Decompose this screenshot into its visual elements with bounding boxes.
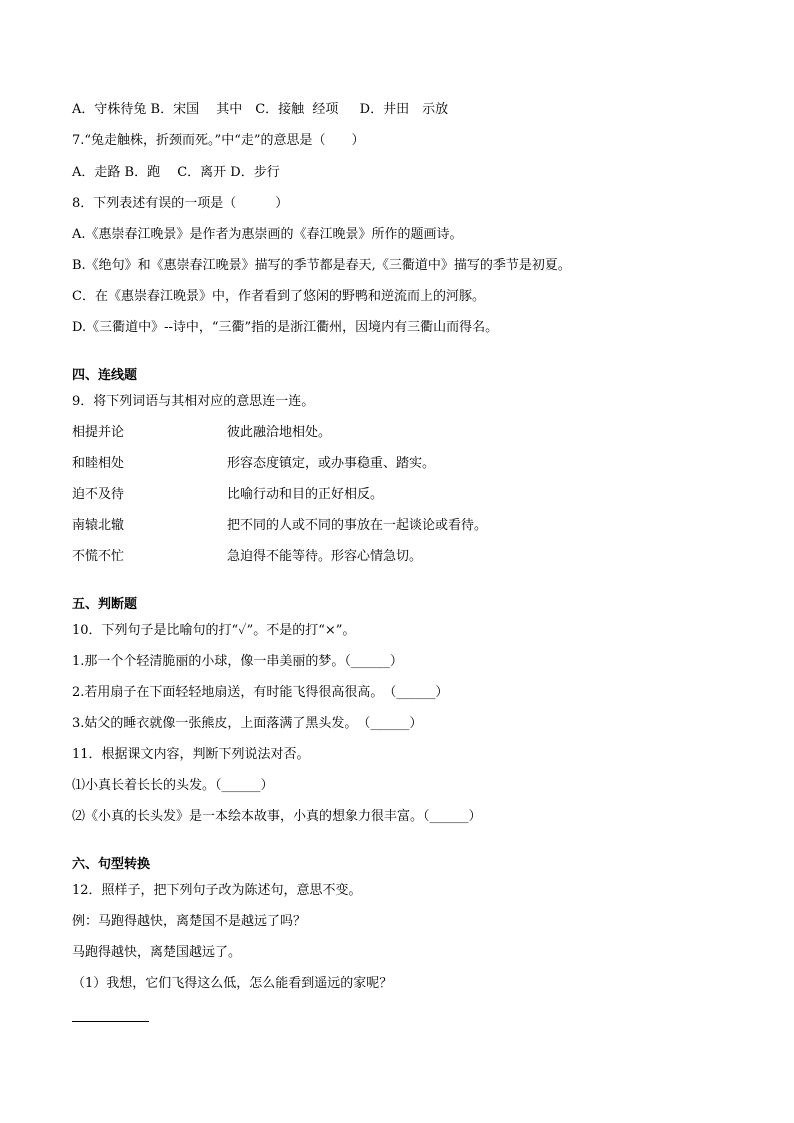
match-meaning-2: 形容态度镇定，或办事稳重、踏实。 [227,456,436,471]
match-term-5: 不慌不忙 [72,549,125,564]
q8-option-a: A.《惠崇春江晚景》是作者为惠崇画的《春江晚景》所作的题画诗。 [72,227,463,242]
q10-item-1: 1.那一个个轻清脆丽的小球，像一串美丽的梦。（______） [72,654,403,669]
q8-stem: 8．下列表述有误的一项是（ ） [72,196,289,211]
match-meaning-4: 把不同的人或不同的事放在一起谈论或看待。 [227,518,488,533]
q11-stem: 11．根据课文内容，判断下列说法对否。 [72,747,310,762]
example-answer: 马跑得越快，离楚国越远了。 [72,945,242,960]
match-meaning-1: 彼此融洽地相处。 [227,425,332,440]
q10-stem: 10．下列句子是比喻句的打“✓”。不是的打“×”。 [72,623,356,638]
q11-item-2: ⑵《小真的长头发》是一本绘本故事，小真的想象力很丰富。（______） [72,809,482,824]
match-meaning-5: 急迫得不能等待。形容心情急切。 [227,549,423,564]
q7-stem: 7.“兔走触株，折颈而死。”中“走”的意思是（ ） [72,133,365,148]
q10-item-2: 2.若用扇子在下面轻轻地扇送，有时能飞得很高很高。 （______） [72,685,449,700]
section4-title: 四、连线题 [72,368,138,383]
q9-stem: 9．将下列词语与其相对应的意思连一连。 [72,394,315,409]
q12-stem: 12．照样子，把下列句子改为陈述句，意思不变。 [72,883,362,898]
q8-option-b: B.《绝句》和《惠崇春江晚景》描写的季节都是春天,《三衢道中》描写的季节是初夏。 [72,258,571,273]
answer-blank-line[interactable] [72,1021,149,1022]
section6-title: 六、句型转换 [72,857,151,872]
q8-option-d: D.《三衢道中》--诗中，“三衢”指的是浙江衢州，因境内有三衢山而得名。 [72,320,499,335]
q6-options: A．守株待兔 B．宋国 其中 C．接触 经项 D．井田 示放 [72,102,449,117]
q10-item-3: 3.姑父的睡衣就像一张熊皮，上面落满了黑头发。 （______） [72,716,423,731]
q8-option-c: C．在《惠崇春江晚景》中，作者看到了悠闲的野鸭和逆流而上的河豚。 [72,289,485,304]
section5-title: 五、判断题 [72,597,138,612]
match-term-4: 南辕北辙 [72,518,125,533]
match-term-1: 相提并论 [72,425,125,440]
match-term-3: 迫不及待 [72,487,125,502]
match-term-2: 和睦相处 [72,456,125,471]
q11-item-1: ⑴小真长着长长的头发。（______） [72,778,274,793]
q7-options: A．走路 B．跑 C．离开 D．步行 [72,165,280,180]
example-question: 例：马跑得越快，离楚国不是越远了吗？ [72,914,307,929]
match-meaning-3: 比喻行动和目的正好相反。 [227,487,384,502]
q12-item-1: （1）我想，它们飞得这么低，怎么能看到遥远的家呢？ [72,976,393,991]
